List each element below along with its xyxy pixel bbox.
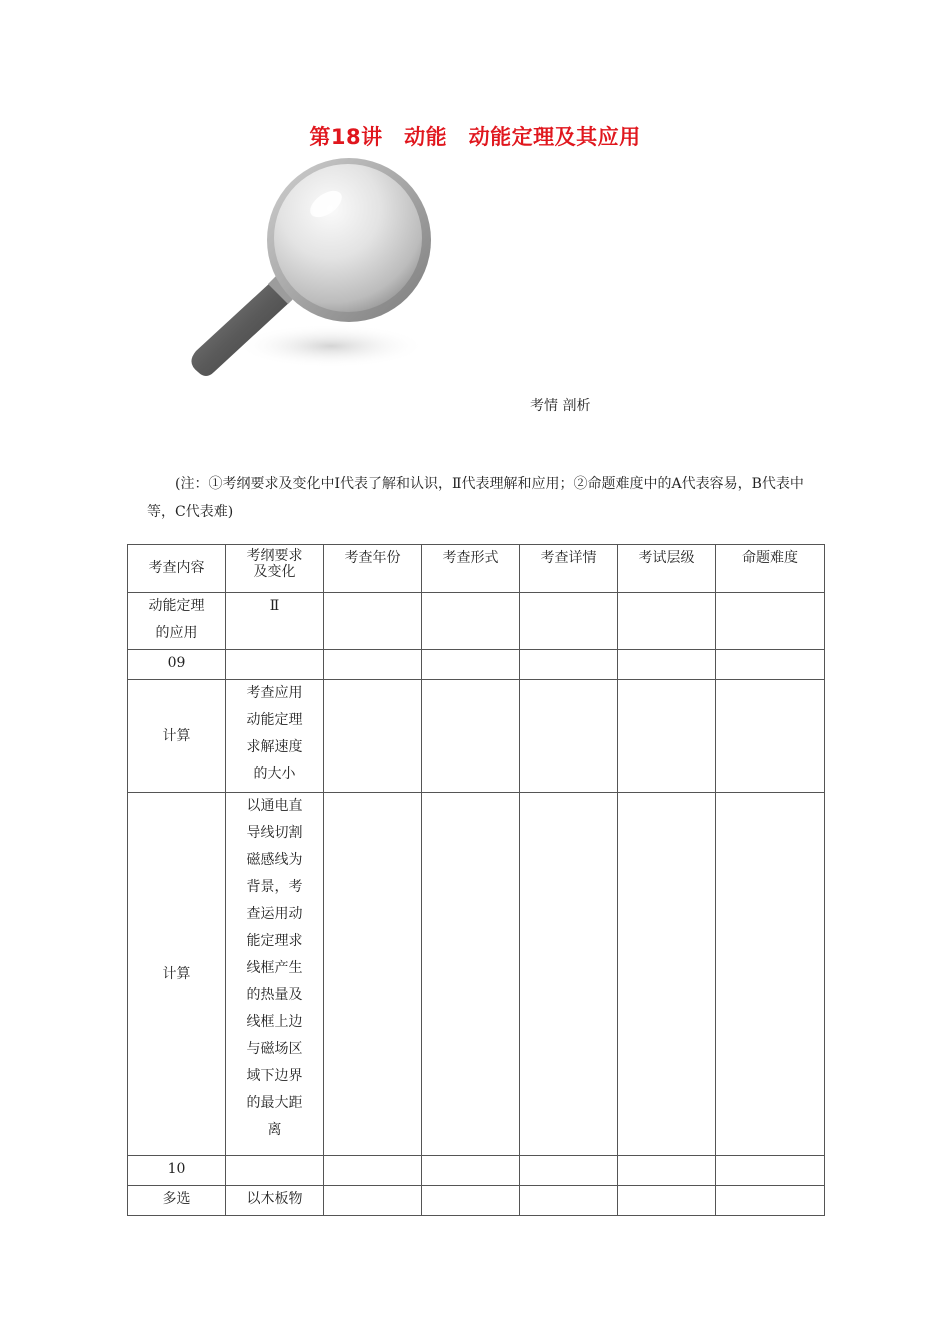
table-cell <box>422 793 520 1156</box>
table-cell <box>422 680 520 793</box>
header-cell: 命题难度 <box>716 545 825 593</box>
header-cell: 考查年份 <box>324 545 422 593</box>
table-cell <box>324 650 422 680</box>
table-cell <box>422 1186 520 1216</box>
table-cell: 以通电直导线切割磁感线为背景，考查运用动能定理求线框产生的热量及线框上边与磁场区域下边界的最大距离 <box>226 793 324 1156</box>
table-cell <box>618 593 716 650</box>
section-subtitle: 考情 剖析 <box>530 398 591 414</box>
table-cell <box>520 593 618 650</box>
table-cell <box>716 593 825 650</box>
table-cell <box>324 1156 422 1186</box>
table-cell: 09 <box>128 650 226 680</box>
table-cell <box>618 650 716 680</box>
table-row <box>128 650 825 680</box>
table-cell: 考查应用动能定理求解速度的大小 <box>226 680 324 793</box>
table-row <box>128 1186 825 1216</box>
table-cell <box>520 793 618 1156</box>
table-cell: 计算 <box>128 793 226 1156</box>
table-cell <box>618 793 716 1156</box>
table-cell <box>324 680 422 793</box>
header-cell: 考试层级 <box>618 545 716 593</box>
table-cell <box>618 1156 716 1186</box>
table-cell <box>520 1156 618 1186</box>
table-cell: 多选 <box>128 1186 226 1216</box>
exam-analysis-table <box>127 544 825 1216</box>
table-cell <box>520 1186 618 1216</box>
table-cell: 动能定理的应用 <box>128 593 226 650</box>
table-cell <box>716 1186 825 1216</box>
table-row <box>128 1156 825 1186</box>
table-header-row <box>128 545 825 593</box>
table-cell <box>324 1186 422 1216</box>
table-cell <box>422 1156 520 1186</box>
table-cell <box>618 1186 716 1216</box>
table-cell <box>716 680 825 793</box>
header-cell: 考纲要求及变化 <box>226 545 324 593</box>
table-row <box>128 793 825 1156</box>
table-cell <box>226 650 324 680</box>
legend-note: (注：①考纲要求及变化中Ⅰ代表了解和认识，Ⅱ代表理解和应用；②命题难度中的A代表容易，B代表中等，C代表难) <box>147 476 804 520</box>
table-cell <box>422 593 520 650</box>
table-cell <box>618 680 716 793</box>
table-cell: 以木板物 <box>226 1186 324 1216</box>
table-row <box>128 593 825 650</box>
table-cell <box>520 650 618 680</box>
magnifier-illustration <box>176 158 438 388</box>
table-cell <box>324 593 422 650</box>
table-cell <box>716 1156 825 1186</box>
table-cell <box>226 1156 324 1186</box>
table-cell: 10 <box>128 1156 226 1186</box>
table-cell <box>422 650 520 680</box>
table-cell: 计算 <box>128 680 226 793</box>
table-cell <box>520 680 618 793</box>
table-cell: Ⅱ <box>226 593 324 650</box>
page-title: 第18讲 动能 动能定理及其应用 <box>309 125 641 149</box>
header-cell: 考查内容 <box>128 545 226 593</box>
table-cell <box>716 793 825 1156</box>
header-cell: 考查详情 <box>520 545 618 593</box>
table-cell <box>324 793 422 1156</box>
header-cell: 考查形式 <box>422 545 520 593</box>
table-cell <box>716 650 825 680</box>
table-row <box>128 680 825 793</box>
